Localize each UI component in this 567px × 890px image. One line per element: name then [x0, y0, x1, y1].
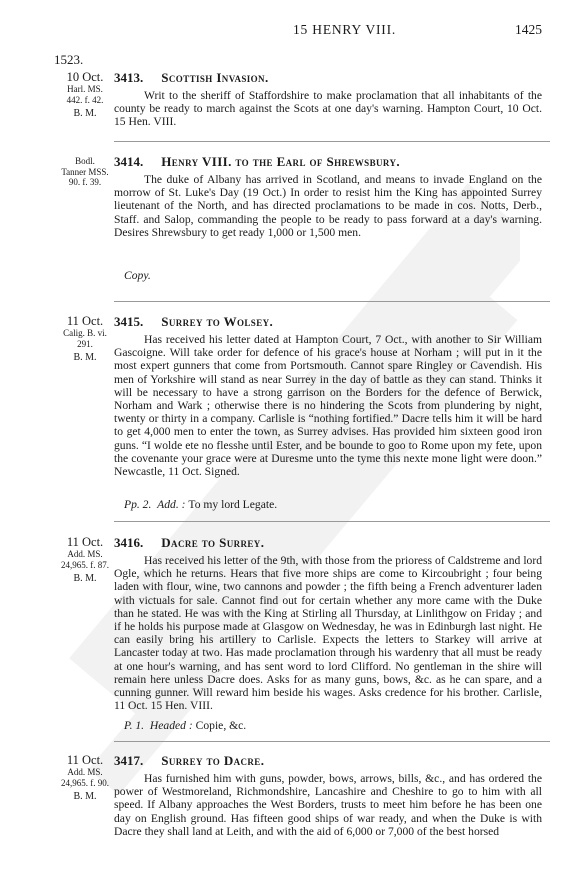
- entry-title: Surrey to Dacre.: [161, 753, 265, 768]
- address-text: To my lord Legate.: [188, 498, 278, 511]
- entry-title: Scottish Invasion.: [161, 70, 269, 85]
- entry-title: Surrey to Wolsey.: [161, 314, 274, 329]
- entry-number: 3413.: [114, 70, 144, 85]
- entry-note: [124, 719, 246, 732]
- pages-count: Pp. 2.: [124, 498, 152, 511]
- entry-date: 11 Oct.: [66, 535, 104, 549]
- source-line: Bodl.: [75, 156, 95, 166]
- source-line: Add. MS.: [67, 767, 103, 777]
- entry-number: 3415.: [114, 314, 144, 329]
- library-mark: B. M.: [73, 573, 97, 584]
- entry-date: 11 Oct.: [66, 314, 104, 328]
- running-head: [0, 22, 567, 40]
- page-number: 1425: [515, 22, 542, 37]
- divider: [114, 301, 550, 302]
- source-line: Harl. MS.: [67, 84, 103, 94]
- entry-number: 3414.: [114, 154, 144, 169]
- source-line: Tanner MSS.: [61, 166, 109, 177]
- source-line: 291.: [77, 338, 93, 349]
- entry-body: Has received his letter dated at Hampton Court, 7 Oct., with another to Sir William Gascoigne. Will take order for defence of his grace's house at Norham ; will put in it the most expert gunners that come from Portsmouth. Cannot spare Ringley or Cavendish. His men of Yorkshire will stand as near Surrey in the day of battle as they can stand. Thinks it will be necessary to have a strong garrison on the Borders for the defence of Berwick, Norham and Wark ; otherwise there is no hindering the Scots from plundering by night, twenty or thirty in a company. Carlisle is “nothing fortified.” Dacre tells him it will be hard to get 4,000 men to enter the town, as Surrey advises. Has provided him sixteen good iron guns. “I wolde ete no flesshe until Ester, and be bounde to goo to Rome upon my fete, upon the covenante your grace were at Duresme unto the tyme this nexte mone light were doon.” Newcastle, 11 Oct. Signed.: [114, 333, 542, 479]
- entry-number: 3417.: [114, 753, 144, 768]
- entry-date: 10 Oct.: [66, 70, 104, 84]
- source-line: Calig. B. vi.: [63, 328, 107, 338]
- note-label: Add. :: [157, 498, 186, 511]
- running-title: 15 HENRY VIII.: [293, 22, 397, 37]
- entry-body: The duke of Albany has arrived in Scotland, and means to invade England on the morrow of St. Luke's Day (19 Oct.) In order to resist him the King has appointed Surrey lieutenant of the North, and has directed proclamations to be made in cos. Notts, Derb., Staff. and Salop, commanding the people to be ready to pass forward at a day's warning. Desires Shrewsbury to get ready 1,000 or 1,500 men.: [114, 173, 542, 239]
- divider: [114, 741, 550, 742]
- entry-heading: [114, 535, 264, 551]
- entry-title: Dacre to Surrey.: [161, 535, 265, 550]
- library-mark: B. M.: [73, 108, 97, 119]
- pages-count: P. 1.: [124, 719, 145, 732]
- divider: [114, 521, 550, 522]
- entry-heading: [114, 314, 273, 330]
- library-mark: B. M.: [73, 352, 97, 363]
- source-line: 24,965. f. 90.: [61, 777, 109, 788]
- entry-heading: [114, 70, 269, 86]
- note-label: Headed :: [149, 719, 193, 732]
- entry-number: 3416.: [114, 535, 144, 550]
- source-line: 90. f. 39.: [68, 177, 102, 187]
- source-line: Add. MS.: [67, 549, 103, 559]
- entry-heading: [114, 154, 400, 170]
- entry-body: Has received his letter of the 9th, with those from the prioress of Caldstreme and lord Ogle, which he returns. Hears that five more ships are come to Kircoubright ; four being laden with flour, wine, two cannons and powder ; the fifth being a French adventurer laden with victuals for sale. Cannot find out for certain whether any more came with the Duke than he stated. He was with the King at Stirling all Thursday, at Linlithgow on Friday ; and if he holds his purpose made at Glasgow on Wednesday, he was in Edinburgh last night. He can easily bring his artillery to Carlisle. Expects the letters to Starkey will arrive at Lancaster today at two. Has made proclamation through his wardenry that all must be ready at one hour's warning, and has sent word to lord Clifford. No gentleman in the shire will remain here unless Dacre does. Asks for as many guns, bows, &c. as he can spare, and a cunning gunner. Will reward him beside his wages. Asks credence for his brother. Carlisle, 11 Oct. 15 Hen. VIII.: [114, 554, 542, 713]
- entry-body: Writ to the sheriff of Staffordshire to make proclamation that all inhabitants of the county be ready to march against the Scots at one day's warning. Hampton Court, 10 Oct. 15 Hen. VIII.: [114, 89, 542, 129]
- entry-note: Copy.: [124, 269, 151, 282]
- source-line: 442. f. 42.: [66, 94, 104, 105]
- entry-note: [124, 498, 277, 511]
- library-mark: B. M.: [73, 791, 97, 802]
- entry-title: Henry VIII. to the Earl of Shrewsbury.: [161, 154, 401, 169]
- source-line: 24,965. f. 87.: [61, 559, 109, 570]
- entry-body: Has furnished him with guns, powder, bows, arrows, bills, &c., and has ordered the power of Westmoreland, Richmondshire, Lancashire and Cheshire to go to him with all speed. If Albany approaches the West Borders, trusts to meet him before he has been one day on English ground. Has fifteen good ships of war ready, and when the Duke is with Dacre they shall land at Leith, and with the aid of 6,000 or 7,000 of the best horsed: [114, 772, 542, 838]
- year-marker: 1523.: [54, 52, 84, 67]
- divider: [114, 141, 550, 142]
- heading-text: Copie, &c.: [195, 719, 247, 732]
- entry-heading: [114, 753, 264, 769]
- entry-date: 11 Oct.: [66, 753, 104, 767]
